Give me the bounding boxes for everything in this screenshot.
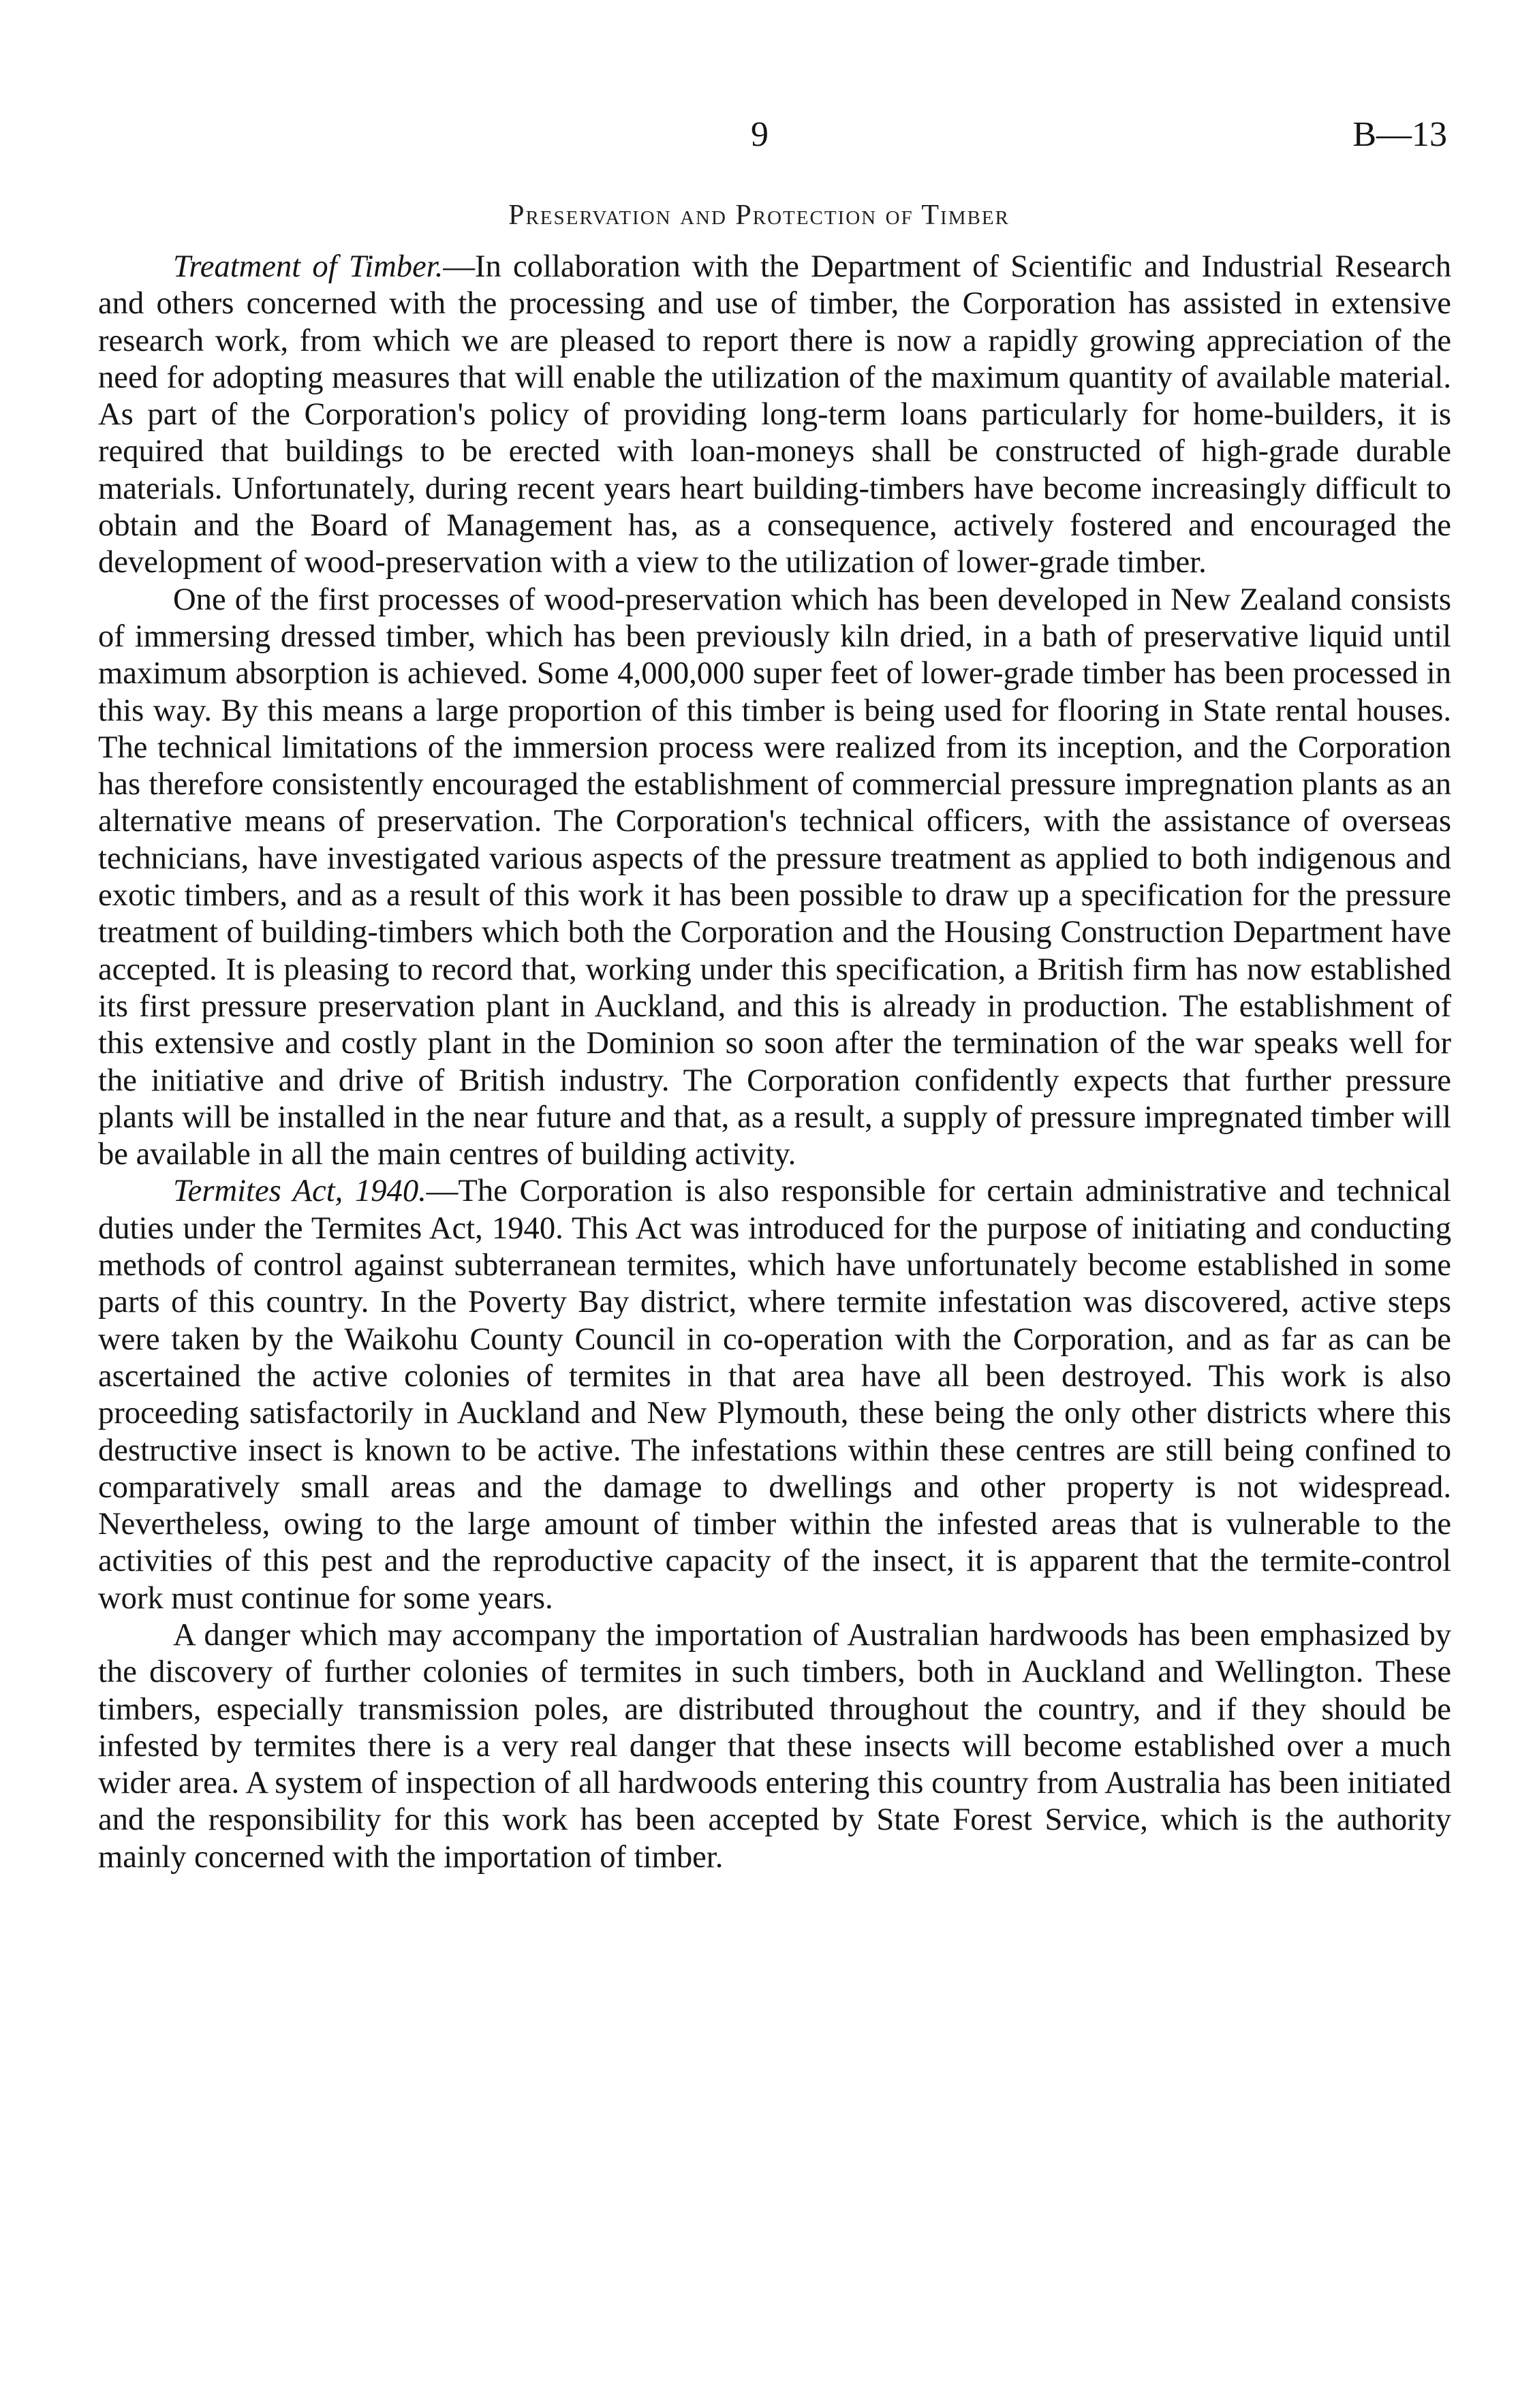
paragraph-title: Termites Act, 1940. <box>173 1173 427 1209</box>
page-reference: B—13 <box>1352 115 1447 154</box>
paragraph-treatment-of-timber <box>98 248 1451 581</box>
paragraph-text: —The Corporation is also responsible for certain administrative and technical duties under the Termites Act, 1940. This Act was introduced for the purpose of initiating and conducting methods of control against subterranean termites, which have unfortunately become established in some parts of this country. In the Poverty Bay district, where termite infestation was discovered, active steps were taken by the Waikohu County Council in co-operation with the Corporation, and as far as can be ascertained the active colonies of termites in that area have all been destroyed. This work is also proceeding satisfactorily in Auckland and New Plymouth, these being the only other districts where this destructive insect is known to be active. The infestations within these centres are still being confined to comparatively small areas and the damage to dwellings and other property is not widespread. Nevertheless, owing to the large amount of timber within the infested areas that is vulnerable to the activities of this pest and the reproductive capacity of the insect, it is apparent that the termite-control work must continue for some years. <box>98 1173 1451 1616</box>
paragraph-title: Treatment of Timber. <box>173 249 444 284</box>
page-number: 9 <box>751 115 769 154</box>
paragraph-text: One of the first processes of wood-preservation which has been developed in New Zealand consists of immersing dressed timber, which has been previously kiln dried, in a bath of preservative liquid until maximum absorption is achieved. Some 4,000,000 super feet of lower-grade timber has been processed in this way. By this means a large proportion of this timber is being used for flooring in State rental houses. The technical limitations of the immersion process were realized from its inception, and the Corporation has therefore consistently encouraged the establishment of commercial pressure impregnation plants as an alternative means of preservation. The Corporation's technical officers, with the assistance of overseas technicians, have investigated various aspects of the pressure treatment as applied to both indigenous and exotic timbers, and as a result of this work it has been possible to draw up a specification for the pressure treatment of building-timbers which both the Corporation and the Housing Construction Department have accepted. It is pleasing to record that, working under this specification, a British firm has now established its first pressure preservation plant in Auckland, and this is already in production. The establishment of this extensive and costly plant in the Dominion so soon after the termination of the war speaks well for the initiative and drive of British industry. The Corporation confidently expects that further pressure plants will be installed in the near future and that, as a result, a supply of pressure impregnated timber will be available in all the main centres of building activity. <box>98 581 1451 1172</box>
paragraph-wood-preservation-process <box>98 581 1451 1173</box>
paragraph-text: —In collaboration with the Department of Scientific and Industrial Research and others concerned with the processing and use of timber, the Corporation has assisted in extensive research work, from which we are pleased to report there is now a rapidly growing appreciation of the need for adopting measures that will enable the utilization of the maximum quantity of available material. As part of the Corporation's policy of providing long-term loans particularly for home-builders, it is required that buildings to be erected with loan-moneys shall be constructed of high-grade durable materials. Unfortunately, during recent years heart building-timbers have become increasingly difficult to obtain and the Board of Management has, as a consequence, actively fostered and encouraged the development of wood-preservation with a view to the utilization of lower-grade timber. <box>98 249 1451 580</box>
section-heading: Preservation and Protection of Timber <box>508 200 1010 231</box>
body-text <box>98 248 1451 1875</box>
paragraph-text: A danger which may accompany the importation of Australian hardwoods has been emphasized by the discovery of further colonies of termites in such timbers, both in Auckland and Wellington. These timbers, especially transmission poles, are distributed throughout the country, and if they should be infested by termites there is a very real danger that these insects will become established over a much wider area. A system of inspection of all hardwoods entering this country from Australia has been initiated and the responsibility for this work has been accepted by State Forest Service, which is the authority mainly concerned with the importation of timber. <box>98 1616 1451 1875</box>
paragraph-termites-act <box>98 1172 1451 1616</box>
paragraph-australian-hardwoods <box>98 1616 1451 1875</box>
